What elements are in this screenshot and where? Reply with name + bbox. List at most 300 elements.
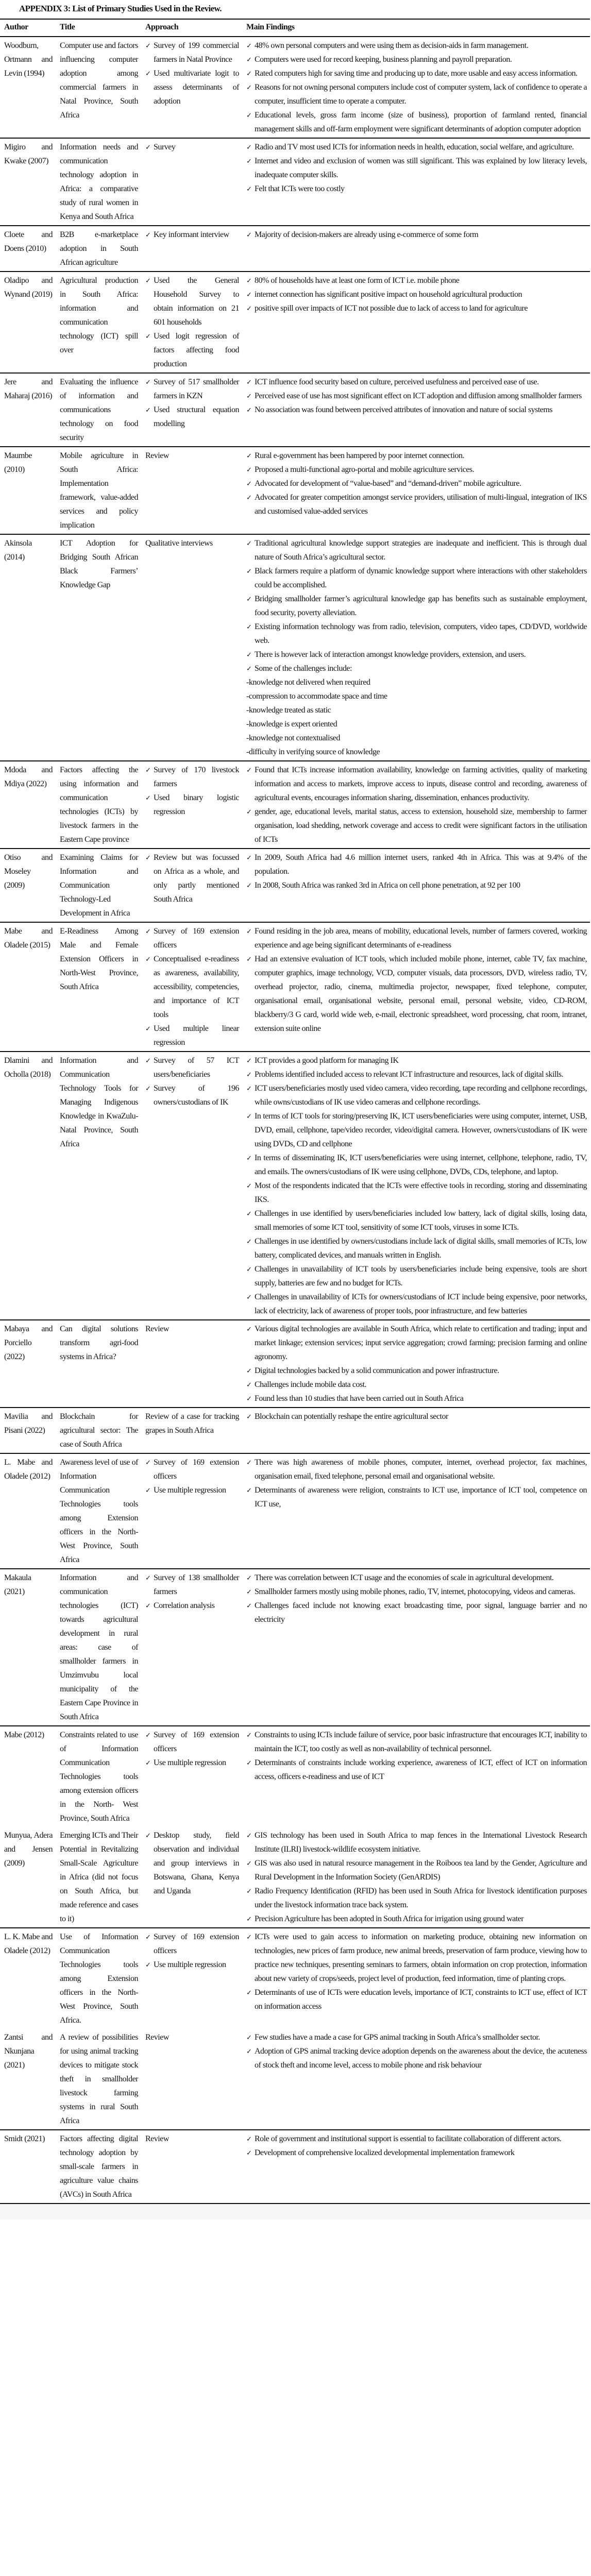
table-row — [0, 1928, 590, 2029]
finding-item — [246, 1585, 587, 1599]
approach-item — [145, 1958, 239, 1972]
finding-item-text: Problems identified included access to relevant ICT infrastructure and resources, lack of digital skills. — [255, 1070, 564, 1079]
checkmark-icon: ✓ — [246, 882, 252, 889]
checkmark-icon: ✓ — [246, 955, 252, 963]
table-row — [0, 761, 590, 849]
checkmark-icon: ✓ — [246, 1293, 252, 1301]
checkmark-icon: ✓ — [246, 378, 252, 386]
table-row — [0, 1569, 590, 1726]
approach-item-text: Used multivariate logit to assess determinants of adoption — [154, 69, 239, 106]
checkmark-icon: ✓ — [246, 854, 252, 861]
checkmark-icon: ✓ — [246, 2149, 252, 2157]
finding-item — [246, 449, 587, 463]
finding-item-text: -knowledge treated as static — [246, 706, 331, 715]
approach-item — [145, 952, 239, 1022]
finding-item-text: ICT provides a good platform for managing IK — [255, 1056, 399, 1065]
checkmark-icon: ✓ — [246, 1084, 252, 1092]
study-author: Makaula (2021) — [0, 1569, 56, 1726]
finding-item — [246, 675, 587, 689]
approach-item — [145, 1022, 239, 1049]
checkmark-icon: ✓ — [246, 1154, 252, 1162]
appendix-title: APPENDIX 3: List of Primary Studies Used in the Review. — [19, 4, 222, 13]
approach-item-text: Used structural equation modelling — [154, 405, 239, 428]
checkmark-icon: ✓ — [145, 1459, 151, 1466]
finding-item — [246, 805, 587, 846]
approach-item-text: Survey — [154, 143, 176, 151]
checkmark-icon: ✓ — [145, 927, 151, 935]
study-findings — [242, 849, 590, 922]
finding-item — [246, 689, 587, 703]
table-row — [0, 2029, 590, 2130]
page-bottom-margin — [0, 2204, 591, 2219]
table-row — [0, 1726, 590, 1827]
approach-item-text: Review — [145, 2033, 169, 2042]
finding-item — [246, 1884, 587, 1912]
table-row — [0, 447, 590, 534]
study-author: Mavilia and Pisani (2022) — [0, 1408, 56, 1453]
finding-item — [246, 1262, 587, 1290]
approach-item-text: Review — [145, 1325, 169, 1333]
checkmark-icon: ✓ — [246, 1574, 252, 1582]
finding-item — [246, 620, 587, 648]
checkmark-icon: ✓ — [246, 1989, 252, 1996]
study-title: Information needs and communication technology adoption in Africa: a comparative study of rural women in Kenya and South Africa — [56, 138, 141, 226]
finding-item-text: -compression to accommodate space and time — [246, 692, 387, 701]
approach-item-text: Survey of 170 livestock farmers — [154, 766, 239, 788]
checkmark-icon: ✓ — [246, 406, 252, 414]
checkmark-icon: ✓ — [246, 1238, 252, 1245]
approach-item — [145, 1728, 239, 1756]
checkmark-icon: ✓ — [246, 1210, 252, 1217]
finding-item — [246, 662, 587, 675]
study-title: ICT Adoption for Bridging South African Black Farmers’ Knowledge Gap — [56, 534, 141, 761]
checkmark-icon: ✓ — [246, 2135, 252, 2143]
study-findings — [242, 138, 590, 226]
approach-item-text: Used binary logistic regression — [154, 793, 239, 816]
finding-item — [246, 1930, 587, 1986]
approach-item-text: Correlation analysis — [154, 1601, 215, 1610]
approach-item — [145, 1930, 239, 1958]
checkmark-icon: ✓ — [246, 1588, 252, 1596]
study-approach — [141, 2130, 242, 2204]
checkmark-icon: ✓ — [246, 1381, 252, 1388]
finding-item-text: Internet and video and exclusion of women was still significant. This was explained by low literacy levels, inadequate computer skills. — [255, 157, 587, 179]
finding-item-text: Determinants of constraints include working experience, awareness of ICT, effect of ICT on information access, officers e-readiness and use of ICT — [255, 1758, 587, 1781]
finding-item — [246, 1322, 587, 1364]
approach-item-text: Survey of 169 extension officers — [154, 1933, 239, 1955]
table-row — [0, 849, 590, 922]
study-author: Zantsi and Nkunjana (2021) — [0, 2029, 56, 2130]
study-title: B2B e-marketplace adoption in South African agriculture — [56, 226, 141, 272]
study-author: Mdoda and Mdiya (2022) — [0, 761, 56, 849]
finding-item — [246, 274, 587, 287]
approach-item-text: Survey of 169 extension officers — [154, 927, 239, 950]
checkmark-icon: ✓ — [246, 2033, 252, 2041]
checkmark-icon: ✓ — [246, 1915, 252, 1923]
study-title: Computer use and factors influencing computer adoption among commercial farmers in Natal Province, South Africa — [56, 37, 141, 138]
primary-studies-table — [0, 19, 590, 2204]
finding-item-text: Radio Frequency Identification (RFID) has been used in South Africa for livestock identification purposes under the livestock information trace back system. — [255, 1887, 587, 1909]
table-header-row — [0, 19, 590, 37]
study-title: Constraints related to use of Information Communication Technologies tools among extension officers in the North- West Province, South Africa — [60, 1731, 138, 1823]
study-approach — [141, 1408, 242, 1453]
finding-item — [246, 108, 587, 136]
study-findings — [242, 922, 590, 1052]
approach-item-text: Used the General Household Survey to obtain information on 21 601 households — [154, 276, 239, 327]
study-title: Awareness level of use of Information Communication Technologies tools among Extension officers in the North-West Province, South Africa — [56, 1453, 141, 1569]
finding-item — [246, 1109, 587, 1151]
finding-item-text: Determinants of use of ICTs were education levels, importance of ICT, constraints to ICT use, effect of ICT on information access — [255, 1988, 587, 2011]
checkmark-icon: ✓ — [246, 1832, 252, 1839]
checkmark-icon: ✓ — [246, 1759, 252, 1767]
finding-item — [246, 1392, 587, 1405]
finding-item — [246, 648, 587, 662]
table-row — [0, 1052, 590, 1320]
checkmark-icon: ✓ — [145, 332, 151, 340]
finding-item-text: Challenges faced include not knowing exact broadcasting time, poor signal, language barrier and no electricity — [255, 1601, 587, 1624]
checkmark-icon: ✓ — [246, 927, 252, 935]
approach-item-text: Use multiple regression — [154, 1758, 226, 1767]
approach-item — [145, 851, 239, 906]
study-approach — [141, 1453, 242, 1569]
study-author: Munyua, Adera and Jensen (2009) — [0, 1827, 56, 1928]
checkmark-icon: ✓ — [145, 1832, 151, 1839]
study-findings — [242, 37, 590, 138]
finding-item — [246, 1599, 587, 1626]
study-title: Information and Communication Technology Tools for Managing Indigenous Knowledge in KwaZulu-Natal Province, South Africa — [56, 1052, 141, 1320]
checkmark-icon: ✓ — [246, 766, 252, 774]
study-findings — [242, 761, 590, 849]
study-approach — [141, 761, 242, 849]
approach-item-text: Survey of 138 smallholder farmers — [154, 1573, 239, 1596]
approach-item — [145, 1756, 239, 1770]
study-approach — [141, 1320, 242, 1408]
finding-item — [246, 745, 587, 759]
checkmark-icon: ✓ — [145, 1486, 151, 1494]
finding-item — [246, 1455, 587, 1483]
study-findings — [242, 373, 590, 447]
finding-item-text: -knowledge is expert oriented — [246, 720, 337, 728]
approach-item-text: Review of a case for tracking grapes in South Africa — [145, 1412, 239, 1435]
finding-item — [246, 154, 587, 182]
finding-item — [246, 1728, 587, 1756]
finding-item-text: Challenges in unavailability of ICTs for owners/custodians of ICT include being expensive, poor networks, lack of electricity, lack of awareness of proper tools, poor infrastructure, and few batteries — [255, 1293, 587, 1315]
checkmark-icon: ✓ — [145, 1933, 151, 1941]
approach-item-text: Key informant interview — [154, 230, 229, 239]
study-approach — [141, 1052, 242, 1320]
study-approach — [141, 226, 242, 272]
finding-item-text: Found that ICTs increase information availability, knowledge on farming activities, quality of marketing information and access to markets, improve access to inputs, disease control and recording, awareness of agricultural events, encourages information sharing, dissemination, enhances productivity. — [255, 766, 587, 802]
finding-item-text: There is however lack of interaction amongst knowledge providers, extension, and users. — [255, 650, 526, 659]
finding-item-text: Black farmers require a platform of dynamic knowledge support where interactions with other stakeholders could be accomplished. — [255, 567, 587, 589]
approach-item — [145, 449, 239, 463]
study-author: L. K. Mabe and Oladele (2012) — [4, 1933, 53, 1955]
study-findings — [242, 534, 590, 761]
checkmark-icon: ✓ — [145, 70, 151, 77]
finding-item-text: Blockchain can potentially reshape the entire agricultural sector — [255, 1412, 448, 1421]
finding-item-text: -knowledge not delivered when required — [246, 678, 370, 687]
study-findings — [242, 1726, 590, 1827]
approach-item-text: Used multiple linear regression — [154, 1024, 239, 1047]
study-title: Use of Information Communication Technologies tools among Extension officers in the North- West Province, South Africa. — [60, 1933, 138, 2025]
approach-item-text: Conceptualised e-readiness as awareness, availability, accessibility, competencies, and importance of ICT tools — [154, 955, 239, 1019]
finding-item-text: GIS was also used in natural resource management in the Roiboos tea land by the Gender, Agriculture and Rural Development in the Information Society (GenARDIS) — [255, 1859, 587, 1882]
finding-item-text: Educational levels, gross farm income (size of business), proportion of farmland rented, financial management skills and off-farm employment were significant determinants of adoption computer adoption — [255, 111, 587, 133]
checkmark-icon: ✓ — [145, 231, 151, 239]
finding-item — [246, 403, 587, 417]
finding-item — [246, 389, 587, 403]
checkmark-icon: ✓ — [246, 1265, 252, 1273]
finding-item — [246, 1410, 587, 1423]
table-row — [0, 1827, 590, 1928]
finding-item-text: Adoption of GPS animal tracking device adoption depends on the awareness about the device, the acuteness of stock theft and income level, access to mobile phone and risk behaviour — [255, 2047, 587, 2070]
table-row — [0, 1320, 590, 1408]
approach-item — [145, 403, 239, 431]
checkmark-icon: ✓ — [246, 1325, 252, 1333]
finding-item — [246, 477, 587, 490]
study-title: Factors affecting the using information and communication technologies (ICTs) by livestock farmers in the Eastern Cape province — [56, 761, 141, 849]
finding-item — [246, 1856, 587, 1884]
study-title: Information and communication technologies (ICT) towards agricultural development in rural areas: case of smallholder farmers in Umzimvubu local municipality of the Eastern Cape Province in South Africa — [56, 1569, 141, 1726]
checkmark-icon: ✓ — [246, 651, 252, 658]
study-author: Akinsola (2014) — [0, 534, 56, 761]
study-approach — [141, 534, 242, 761]
study-findings — [242, 1928, 590, 2029]
checkmark-icon: ✓ — [145, 1961, 151, 1969]
approach-item — [145, 1571, 239, 1599]
approach-item-text: Survey of 517 smallholder farmers in KZN — [154, 378, 239, 400]
finding-item-text: There was correlation between ICT usage and the economies of scale in agricultural development. — [255, 1573, 554, 1582]
checkmark-icon: ✓ — [246, 1413, 252, 1420]
study-author: Mabaya and Porciello (2022) — [0, 1320, 56, 1408]
study-approach — [141, 1569, 242, 1726]
finding-item — [246, 717, 587, 731]
finding-item-text: Challenges in unavailability of ICT tools by users/beneficiaries include being expensive, tools are short supply, batteries are few and no budget for ICTs. — [255, 1265, 587, 1287]
checkmark-icon: ✓ — [246, 567, 252, 575]
study-findings — [242, 1569, 590, 1726]
finding-item-text: Role of government and institutional support is essential to facilitate collaboration of different actors. — [255, 2134, 562, 2143]
checkmark-icon: ✓ — [246, 392, 252, 400]
header-author: Author — [0, 19, 56, 37]
approach-item — [145, 228, 239, 242]
finding-item — [246, 182, 587, 196]
checkmark-icon: ✓ — [145, 378, 151, 386]
checkmark-icon: ✓ — [145, 1057, 151, 1064]
study-title: A review of possibilities for using animal tracking devices to mitigate stock theft in smallholder livestock farming systems in rural South Africa — [56, 2029, 141, 2130]
checkmark-icon: ✓ — [246, 1057, 252, 1064]
finding-item — [246, 1378, 587, 1392]
checkmark-icon: ✓ — [246, 1933, 252, 1941]
checkmark-icon: ✓ — [246, 494, 252, 501]
finding-item-text: Perceived ease of use has most significant effect on ICT adoption and diffusion among smallholder farmers — [255, 392, 582, 400]
checkmark-icon: ✓ — [246, 83, 252, 91]
finding-item — [246, 2030, 587, 2044]
finding-item-text: 80% of households have at least one form of ICT i.e. mobile phone — [255, 276, 460, 285]
study-findings — [242, 1320, 590, 1408]
study-author: Mabe (2012) — [4, 1731, 44, 1739]
checkmark-icon: ✓ — [246, 1602, 252, 1609]
finding-item-text: Few studies have a made a case for GPS animal tracking in South Africa’s smallholder sector. — [255, 2033, 540, 2042]
approach-item — [145, 39, 239, 66]
table-body — [0, 37, 590, 2204]
study-findings — [242, 272, 590, 373]
finding-item — [246, 39, 587, 53]
study-author: Cloete and Doens (2010) — [0, 226, 56, 272]
finding-item-text: 48% own personal computers and were using them as decision-aids in farm management. — [255, 41, 529, 50]
study-author: Dlamini and Ocholla (2018) — [0, 1052, 56, 1320]
finding-item-text: Advocated for greater competition amongst service providers, utilisation of multi-lingual, integration of IKS and customised value-added services — [255, 493, 587, 516]
finding-item — [246, 731, 587, 745]
finding-item-text: ICT influence food security based on culture, perceived usefulness and perceived ease of use. — [255, 378, 539, 386]
approach-item — [145, 1599, 239, 1613]
finding-item-text: In terms of ICT tools for storing/preserving IK, ICT users/beneficiaries were using computer, internet, USB, DVD, email, cellphone, tape/video recorder, video/digital camera. However, owners/custodians of IK were using DVDs, CD and cellphone — [255, 1112, 587, 1148]
approach-item — [145, 1410, 239, 1437]
checkmark-icon: ✓ — [145, 955, 151, 963]
finding-item — [246, 80, 587, 108]
approach-item-text: Survey of 169 extension officers — [154, 1731, 239, 1753]
checkmark-icon: ✓ — [246, 291, 252, 298]
finding-item-text: ICT users/beneficiaries mostly used video camera, video recording, tape recording and cellphone recordings, while owns/custodians of IK use video cameras and cellphone recordings. — [255, 1084, 587, 1107]
study-approach — [141, 922, 242, 1052]
study-approach — [141, 373, 242, 447]
checkmark-icon: ✓ — [246, 56, 252, 63]
checkmark-icon: ✓ — [145, 406, 151, 414]
study-author: Otiso and Moseley (2009) — [0, 849, 56, 922]
checkmark-icon: ✓ — [246, 185, 252, 193]
study-author: Mabe and Oladele (2015) — [0, 922, 56, 1052]
finding-item-text: In 2008, South Africa was ranked 3rd in Africa on cell phone penetration, at 92 per 100 — [255, 881, 520, 890]
finding-item-text: Constraints to using ICTs include failure of service, poor basic infrastructure that encourages ICT, inability to maintain the ICT, too costly as well as non-availability of technical personnel. — [255, 1731, 587, 1753]
finding-item — [246, 1179, 587, 1207]
checkmark-icon: ✓ — [246, 480, 252, 487]
approach-item-text: Review — [145, 451, 169, 460]
study-approach — [141, 138, 242, 226]
checkmark-icon: ✓ — [246, 1367, 252, 1375]
finding-item — [246, 763, 587, 805]
study-title: Factors affecting digital technology adoption by small-scale farmers in agriculture value chains (AVCs) in South Africa — [56, 2130, 141, 2204]
finding-item-text: Found less than 10 studies that have been carried out in South Africa — [255, 1394, 464, 1403]
finding-item-text: GIS technology has been used in South Africa to map fences in the International Livestock Research Institute (ILRI) livestock-wildlife ecosystem initiative. — [255, 1831, 587, 1854]
approach-item-text: Desktop study, field observation and individual and group interviews in Botswana, Ghana, Kenya and Uganda — [154, 1831, 239, 1895]
finding-item-text: Majority of decision-makers are already using e-commerce of some form — [255, 230, 479, 239]
checkmark-icon: ✓ — [145, 766, 151, 774]
approach-item — [145, 1828, 239, 1898]
study-author: Jere and Maharaj (2016) — [0, 373, 56, 447]
study-title: Emerging ICTs and Their Potential in Revitalizing Small-Scale Agriculture in Africa (did not focus on South Africa, but made reference and cases to it) — [56, 1827, 141, 1928]
checkmark-icon: ✓ — [246, 1112, 252, 1120]
finding-item — [246, 2132, 587, 2146]
study-title: Evaluating the influence of information and communications technology on food security — [56, 373, 141, 447]
study-title: Agricultural production in South Africa: information and communication technology (ICT) spill over — [56, 272, 141, 373]
finding-item — [246, 1912, 587, 1926]
checkmark-icon: ✓ — [145, 277, 151, 284]
finding-item — [246, 1364, 587, 1378]
finding-item — [246, 1081, 587, 1109]
approach-item — [145, 1455, 239, 1483]
checkmark-icon: ✓ — [246, 111, 252, 119]
finding-item — [246, 2044, 587, 2072]
finding-item — [246, 287, 587, 301]
finding-item — [246, 703, 587, 717]
finding-item-text: There was high awareness of mobile phones, computer, internet, overhead projector, fax machines, organisation email, fixed telephone, personal email and organisational website. — [255, 1458, 587, 1481]
header-main-findings: Main Findings — [242, 19, 590, 37]
approach-item — [145, 140, 239, 154]
finding-item — [246, 1986, 587, 2013]
table-row — [0, 37, 590, 138]
study-author: Smidt (2021) — [0, 2130, 56, 2204]
study-approach — [141, 1827, 242, 1928]
approach-item-text: Survey of 169 extension officers — [154, 1458, 239, 1481]
finding-item-text: Existing information technology was from radio, television, computers, video tapes, CD/DVD, worldwide web. — [255, 622, 587, 645]
finding-item — [246, 924, 587, 952]
finding-item — [246, 1756, 587, 1784]
approach-item — [145, 1081, 239, 1109]
finding-item-text: Challenges include mobile data cost. — [255, 1380, 367, 1389]
header-title: Title — [56, 19, 141, 37]
finding-item-text: Smallholder farmers mostly using mobile phones, radio, TV, internet, photocopying, videos and cameras. — [255, 1587, 576, 1596]
finding-item-text: Radio and TV most used ICTs for information needs in health, education, social welfare, and agriculture. — [255, 143, 574, 151]
finding-item — [246, 490, 587, 518]
study-findings — [242, 2130, 590, 2204]
finding-item — [246, 463, 587, 477]
checkmark-icon: ✓ — [246, 42, 252, 49]
checkmark-icon: ✓ — [246, 2047, 252, 2055]
approach-item-text: Use multiple regression — [154, 1960, 226, 1969]
finding-item — [246, 2146, 587, 2160]
checkmark-icon: ✓ — [145, 1025, 151, 1032]
finding-item-text: Had an extensive evaluation of ICT tools, which included mobile phone, internet, cable TV, fax machine, computer graphics, image technology, VCD, computer visuals, data processors, DVD, wireless radio, TV, overhead projector, radio, cinema, multimedia projector, newspaper, fixed telephone, computer, organisational email, organisational website, personal email, personal website, video, CD-ROM, blackberry/3 G card, world wide web, e-mail, electronic spreadsheet, word processing, chat room, intranet, extension suite online — [255, 955, 587, 1033]
finding-item-text: Various digital technologies are available in South Africa, which relate to certification and trading; input and market linkage; extension services; input service aggregation; crowd farming; precision farming and online agronomy. — [255, 1325, 587, 1361]
study-findings — [242, 447, 590, 534]
checkmark-icon: ✓ — [246, 231, 252, 239]
finding-item-text: Proposed a multi-functional agro-portal and mobile agriculture services. — [255, 465, 475, 474]
approach-item — [145, 924, 239, 952]
finding-item — [246, 301, 587, 315]
approach-item — [145, 536, 239, 550]
checkmark-icon: ✓ — [246, 1486, 252, 1494]
finding-item — [246, 140, 587, 154]
checkmark-icon: ✓ — [246, 277, 252, 284]
approach-item — [145, 763, 239, 791]
checkmark-icon: ✓ — [246, 452, 252, 460]
finding-item-text: Some of the challenges include: — [255, 664, 352, 673]
approach-item — [145, 791, 239, 819]
checkmark-icon: ✓ — [145, 1574, 151, 1582]
study-findings — [242, 1052, 590, 1320]
checkmark-icon: ✓ — [246, 539, 252, 547]
table-row — [0, 2130, 590, 2204]
checkmark-icon: ✓ — [145, 42, 151, 49]
finding-item — [246, 878, 587, 892]
finding-item-text: Challenges in use identified by users/beneficiaries included low battery, lack of digital skills, losing data, small memories of some ICT tool, sensitivity of some ICT tools, viruses in some ICTs. — [255, 1209, 587, 1232]
study-findings — [242, 1408, 590, 1453]
finding-item-text: No association was found between perceived attributes of innovation and nature of social systems — [255, 405, 553, 414]
finding-item — [246, 592, 587, 620]
finding-item — [246, 1483, 587, 1511]
table-row — [0, 1408, 590, 1453]
checkmark-icon: ✓ — [246, 595, 252, 603]
approach-item — [145, 375, 239, 403]
finding-item-text: Reasons for not owning personal computers include cost of computer system, lack of confidence to operate a computer, insufficient time to operate a computer. — [255, 83, 587, 106]
study-approach — [141, 1726, 242, 1827]
approach-item — [145, 2132, 239, 2146]
study-title: Examining Claims for Information and Communication Technology-Led Development in Africa — [56, 849, 141, 922]
study-approach — [141, 2029, 242, 2130]
approach-item — [145, 1322, 239, 1336]
finding-item — [246, 66, 587, 80]
checkmark-icon: ✓ — [246, 466, 252, 473]
study-approach — [141, 1928, 242, 2029]
